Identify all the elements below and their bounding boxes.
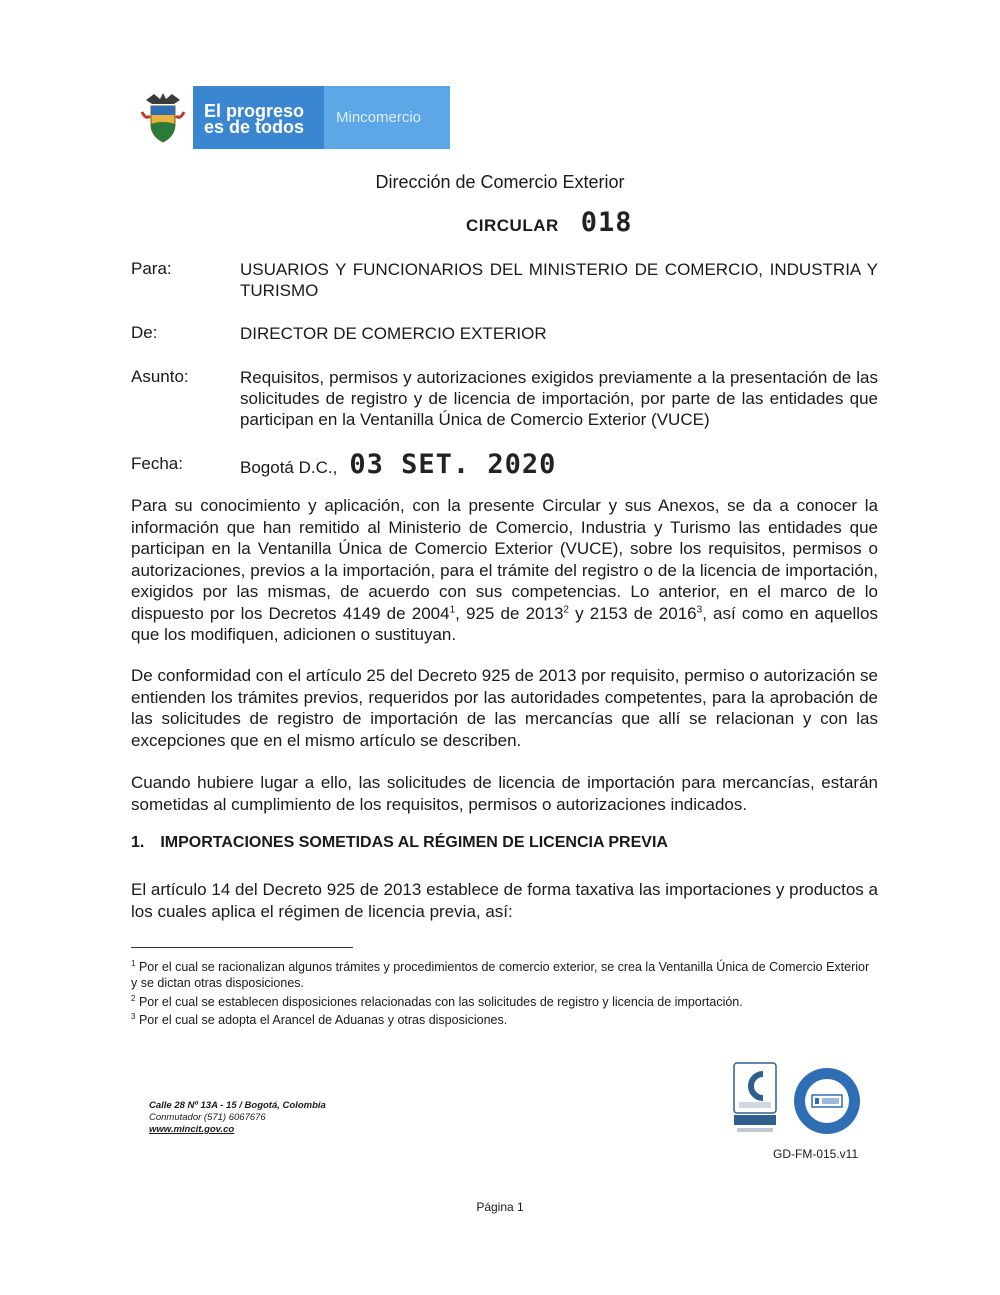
de-label: De: [131, 323, 158, 342]
slogan-line-2: es de todos [204, 117, 305, 137]
asunto-label: Asunto: [131, 367, 189, 386]
circular-heading [466, 207, 633, 238]
address-website[interactable]: www.mincit.gov.co [149, 1124, 235, 1135]
paragraph-intro-part-2: , 925 de 2013 [455, 603, 564, 623]
footnote-number: 1 [131, 958, 136, 968]
fecha-label: Fecha: [131, 454, 183, 473]
fecha-city: Bogotá D.C., [240, 458, 338, 477]
coat-of-arms-logo [133, 86, 193, 149]
footnote-text: Por el cual se racionalizan algunos trámites y procedimientos de comercio exterior, se crea la Ventanilla Única de Comercio Exterior y se dictan otras disposiciones. [131, 960, 870, 990]
footnote-3 [131, 1012, 878, 1028]
iqnet-certification-icon [792, 1066, 862, 1136]
page-number: Página 1 [476, 1200, 524, 1214]
footnote-divider [131, 947, 353, 948]
footnote-ref-1: 1 [449, 603, 456, 615]
footnote-number: 2 [131, 993, 136, 1003]
footnote-text: Por el cual se adopta el Arancel de Aduanas y otras disposiciones. [138, 1013, 508, 1027]
form-code: GD-FM-015.v11 [773, 1147, 859, 1161]
footnote-text: Por el cual se establecen disposiciones relacionadas con las solicitudes de registro y licencia de importación. [138, 995, 743, 1009]
paragraph-licencia: Cuando hubiere lugar a ello, las solicitudes de licencia de importación para mercancías, estarán sometidas al cumplimiento de los requisitos, permisos o autorizaciones indicados. [131, 773, 878, 814]
paragraph-intro-part-4: , así como en aquellos que los modifiquen, adicionen o sustituyan. [131, 603, 879, 644]
coat-of-arms-icon [140, 90, 186, 146]
footnote-2 [131, 994, 878, 1010]
slogan-line-1: El progreso [204, 101, 305, 121]
de-value: DIRECTOR DE COMERCIO EXTERIOR [240, 324, 547, 343]
address-phone: Conmutador (571) 6067676 [149, 1112, 266, 1123]
footer-address [149, 1100, 326, 1136]
section-number: 1. [131, 834, 145, 851]
slogan-panel [193, 86, 324, 149]
circular-number: 018 [580, 207, 633, 238]
icontec-certification-icon [733, 1062, 777, 1136]
para-value: USUARIOS Y FUNCIONARIOS DEL MINISTERIO DE COMERCIO, INDUSTRIA Y TURISMO [240, 260, 878, 300]
footnote-number: 3 [131, 1011, 136, 1021]
paragraph-intro-part-3: y 2153 de 2016 [568, 603, 697, 623]
slogan-text [204, 103, 304, 135]
ministry-name: Mincomercio [336, 109, 422, 126]
date-stamp: 03 SET. 2020 [349, 449, 557, 480]
circular-label: CIRCULAR [466, 216, 559, 235]
paragraph-intro [131, 495, 878, 646]
para-label: Para: [131, 259, 172, 278]
fecha-value [240, 449, 556, 480]
office-title: Dirección de Comercio Exterior [375, 172, 625, 192]
footnote-ref-3: 3 [696, 603, 703, 615]
asunto-value: Requisitos, permisos y autorizaciones exigidos previamente a la presentación de las solicitudes de registro y de licencia de importación, por parte de las entidades que participan en la Ventanilla Única de Comercio Exterior (VUCE) [240, 368, 878, 429]
address-street: Calle 28 Nº 13A - 15 / Bogotá, Colombia [149, 1100, 326, 1111]
section-title: IMPORTACIONES SOMETIDAS AL RÉGIMEN DE LICENCIA PREVIA [160, 834, 668, 851]
footnote-ref-2: 2 [563, 603, 569, 615]
ministry-panel [324, 86, 450, 149]
header-banner [133, 86, 450, 149]
footnote-1 [131, 959, 878, 991]
paragraph-article-25: De conformidad con el artículo 25 del Decreto 925 de 2013 por requisito, permiso o autorización se entienden los trámites previos, requeridos por las autoridades competentes, para la aprobación de las solicitudes de registro de importación de las mercancías que allí se relacionan y con las excepciones que en el mismo artículo se describen. [131, 666, 878, 750]
paragraph-intro-part-1: Para su conocimiento y aplicación, con la presente Circular y sus Anexos, se da a conocer la información que han remitido al Ministerio de Comercio, Industria y Turismo las entidades que participan en la Ventanilla Única de Comercio Exterior (VUCE), sobre los requisitos, permisos o autorizaciones, previos a la importación, para el trámite del registro o de la licencia de importación, exigidos por las mismas, de acuerdo con sus competencias. Lo anterior, en el marco de lo dispuesto por los Decretos 4149 de 2004 [131, 496, 878, 623]
section-heading [131, 834, 668, 852]
paragraph-article-14: El artículo 14 del Decreto 925 de 2013 establece de forma taxativa las importaciones y productos a los cuales aplica el régimen de licencia previa, así: [131, 880, 878, 921]
